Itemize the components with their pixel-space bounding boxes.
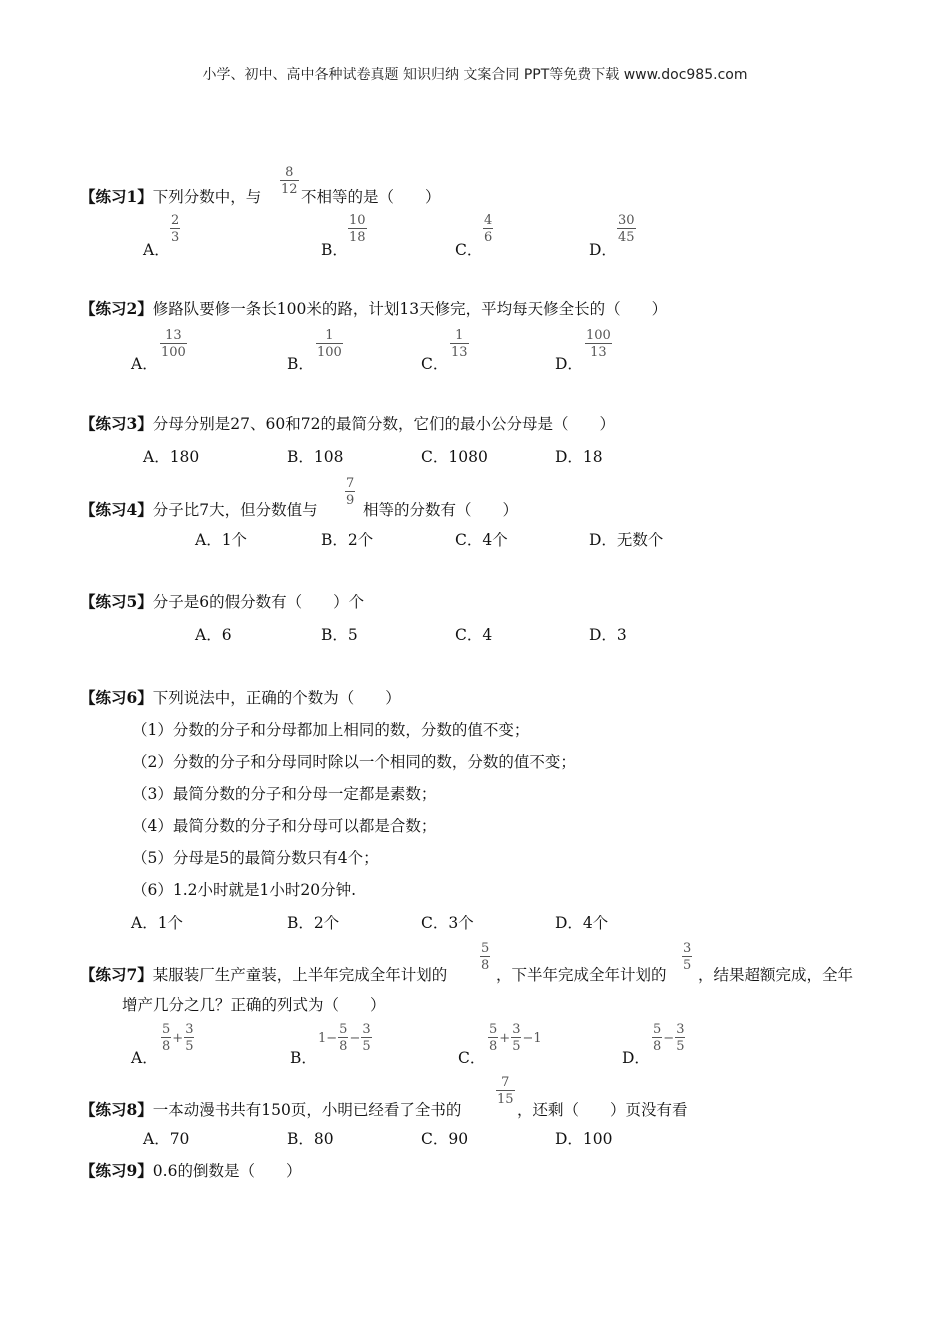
question-text: 不相等的是（ ） [301,188,441,206]
fraction: $\frac{4}{6}$ [484,213,493,245]
expression: $\frac{5}{8}$ − $\frac{3}{5}$ [653,1022,685,1054]
fraction: $\frac{7}{15}$ [497,1075,514,1107]
option-a[interactable]: A．6 [195,626,232,644]
option-a[interactable]: A． [131,1049,158,1067]
option-c[interactable]: C． [455,241,483,259]
option-b[interactable]: B．5 [321,626,358,644]
option-b[interactable]: B．108 [287,448,344,466]
question-text: 分母分别是27、60和72的最简分数，它们的最小公分母是（ ） [152,415,615,433]
question-3 [80,414,615,434]
option-a[interactable]: A． [131,355,158,373]
option-c[interactable]: C．90 [421,1130,469,1148]
option-d[interactable]: D． [622,1049,650,1067]
question-text: ，结果超额完成，全年 [698,966,854,984]
question-label: 【练习7】 [80,965,153,984]
question-text: ，还剩（ ）页没有看 [517,1101,688,1119]
statement: （1）分数的分子和分母都加上相同的数，分数的值不变； [132,721,530,739]
fraction: $\frac{7}{9}$ [346,476,355,508]
question-text: 下列分数中，与 [152,188,262,206]
question-label: 【练习5】 [80,592,153,611]
option-a[interactable]: A．180 [143,448,200,466]
question-6 [80,688,401,708]
option-b[interactable]: B．2个 [287,914,340,932]
question-text: 下列说法中，正确的个数为（ ） [152,689,401,707]
option-a[interactable]: A．70 [143,1130,190,1148]
option-c[interactable]: C． [458,1049,486,1067]
question-label: 【练习6】 [80,688,153,707]
statement: （2）分数的分子和分母同时除以一个相同的数，分数的值不变； [132,753,576,771]
option-c[interactable]: C．4个 [455,531,508,549]
question-text: 分子是6的假分数有（ ）个 [152,593,365,611]
option-b[interactable]: B．80 [287,1130,334,1148]
fraction: $\frac{1}{13}$ [451,328,468,360]
option-d[interactable]: D． [589,241,617,259]
option-a[interactable]: A．1个 [195,531,248,549]
question-text: 0.6的倒数是（ ） [152,1162,302,1180]
expression: 1− $\frac{5}{8}$ − $\frac{3}{5}$ [318,1022,371,1054]
fraction: $\frac{8}{12}$ [281,165,298,197]
option-c[interactable]: C．4 [455,626,493,644]
question-label: 【练习2】 [80,299,153,318]
option-d[interactable]: D．无数个 [589,531,664,549]
fraction: $\frac{5}{8}$ [481,941,490,973]
question-label: 【练习8】 [80,1100,153,1119]
question-text: 某服装厂生产童装，上半年完成全年计划的 [152,966,448,984]
option-b[interactable]: B．2个 [321,531,374,549]
option-d[interactable]: D．18 [555,448,603,466]
option-b[interactable]: B． [290,1049,317,1067]
question-label: 【练习3】 [80,414,153,433]
question-label: 【练习1】 [80,187,153,206]
option-d[interactable]: D．100 [555,1130,613,1148]
question-text: 修路队要修一条长100米的路，计划13天修完，平均每天修全长的（ ） [152,300,668,318]
question-1 [80,187,261,207]
question-8 [80,1100,461,1120]
option-c[interactable]: C．3个 [421,914,474,932]
fraction: $\frac{3}{5}$ [683,941,692,973]
option-a[interactable]: A． [143,241,170,259]
expression: $\frac{5}{8}$ + $\frac{3}{5}$ −1 [489,1022,542,1054]
option-b[interactable]: B． [321,241,348,259]
statement: （3）最简分数的分子和分母一定都是素数； [132,785,437,803]
option-d[interactable]: D．3 [589,626,627,644]
question-text: 一本动漫书共有150页，小明已经看了全书的 [152,1101,462,1119]
question-text: 分子比7大，但分数值与 [152,501,318,519]
statement: （6）1.2小时就是1小时20分钟. [132,881,357,899]
fraction: $\frac{2}{3}$ [171,213,180,245]
statement: （5）分母是5的最简分数只有4个； [132,849,379,867]
question-text: 相等的分数有（ ） [363,501,519,519]
question-label: 【练习9】 [80,1161,153,1180]
option-d[interactable]: D．4个 [555,914,609,932]
fraction: $\frac{13}{100}$ [161,328,186,360]
question-label: 【练习4】 [80,500,153,519]
page-header: 小学、初中、高中各种试卷真题 知识归纳 文案合同 PPT等免费下载 www.doc985.com [202,67,748,83]
statement: （4）最简分数的分子和分母可以都是合数； [132,817,437,835]
question-5 [80,592,364,612]
question-text: ，下半年完成全年计划的 [496,966,667,984]
question-4 [80,500,318,520]
option-a[interactable]: A．1个 [131,914,184,932]
fraction: $\frac{100}{13}$ [586,328,611,360]
option-b[interactable]: B． [287,355,314,373]
question-7 [80,965,447,985]
option-d[interactable]: D． [555,355,583,373]
question-text: 增产几分之几？正确的列式为（ ） [122,996,386,1014]
question-2 [80,299,667,319]
fraction: $\frac{10}{18}$ [349,213,366,245]
option-c[interactable]: C．1080 [421,448,488,466]
fraction: $\frac{1}{100}$ [317,328,342,360]
expression: $\frac{5}{8}$ + $\frac{3}{5}$ [162,1022,194,1054]
fraction: $\frac{30}{45}$ [618,213,635,245]
question-9 [80,1161,301,1181]
option-c[interactable]: C． [421,355,449,373]
